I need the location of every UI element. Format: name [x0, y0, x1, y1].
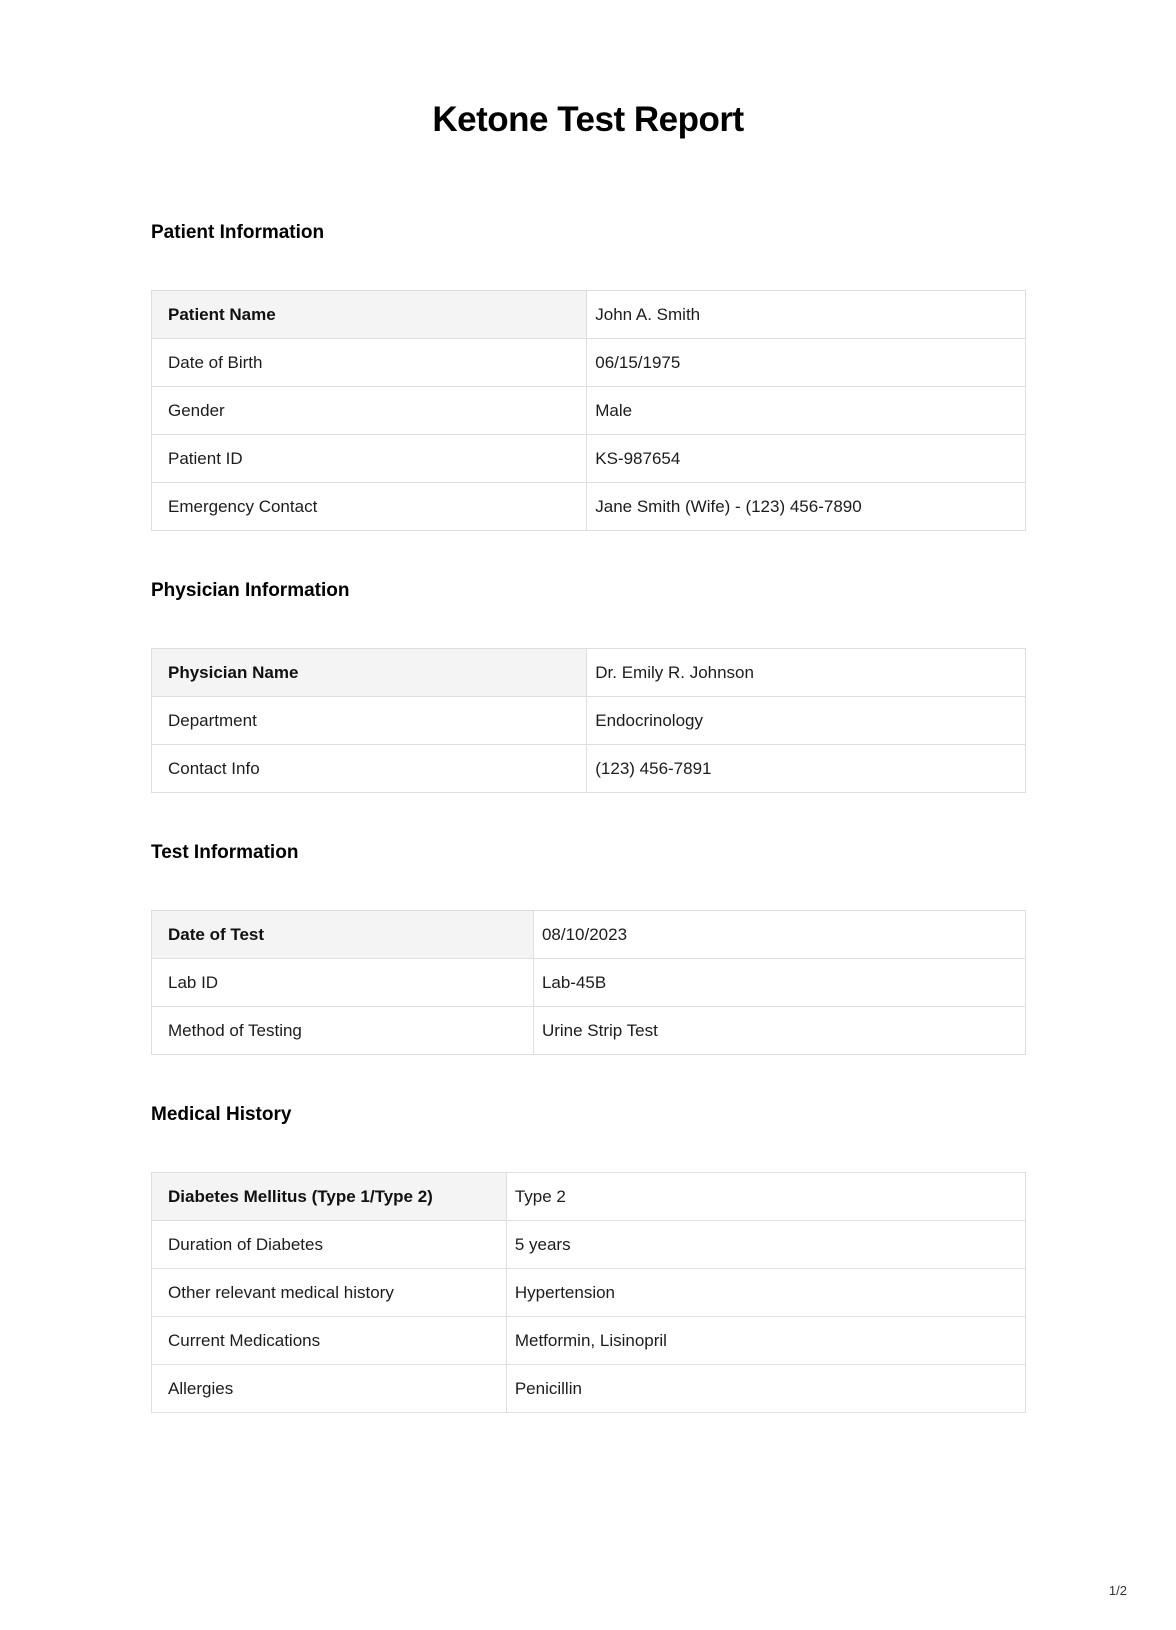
table-row	[152, 435, 1026, 483]
row-label: Allergies	[152, 1365, 507, 1413]
row-value: Endocrinology	[587, 697, 1026, 745]
document-title: Ketone Test Report	[432, 100, 744, 139]
table-row	[152, 1221, 1026, 1269]
table-row	[152, 697, 1026, 745]
table-row	[152, 1317, 1026, 1365]
row-label: Duration of Diabetes	[152, 1221, 507, 1269]
section-heading-patient-information: Patient Information	[151, 222, 325, 243]
table-row	[152, 483, 1026, 531]
row-value: Metformin, Lisinopril	[506, 1317, 1025, 1365]
report-section	[151, 223, 1026, 531]
row-label: Gender	[152, 387, 587, 435]
section-heading-test-information: Test Information	[151, 842, 299, 863]
table-row	[152, 649, 1026, 697]
row-value: KS-987654	[587, 435, 1026, 483]
row-value: Male	[587, 387, 1026, 435]
row-value: 06/15/1975	[587, 339, 1026, 387]
section-heading-physician-information: Physician Information	[151, 580, 350, 601]
row-value: (123) 456-7891	[587, 745, 1026, 793]
row-label: Patient ID	[152, 435, 587, 483]
row-label: Contact Info	[152, 745, 587, 793]
info-table-physician-information	[151, 648, 1026, 793]
row-value: 5 years	[506, 1221, 1025, 1269]
report-section	[151, 581, 1026, 793]
row-label: Emergency Contact	[152, 483, 587, 531]
row-label: Department	[152, 697, 587, 745]
row-label: Lab ID	[152, 959, 534, 1007]
row-value: Hypertension	[506, 1269, 1025, 1317]
table-row	[152, 959, 1026, 1007]
row-value: John A. Smith	[587, 291, 1026, 339]
row-value: Jane Smith (Wife) - (123) 456-7890	[587, 483, 1026, 531]
table-row	[152, 291, 1026, 339]
table-row	[152, 1173, 1026, 1221]
table-row	[152, 1007, 1026, 1055]
section-heading-medical-history: Medical History	[151, 1104, 292, 1125]
page-number: 1/2	[1108, 1583, 1127, 1598]
table-row	[152, 745, 1026, 793]
row-label: Diabetes Mellitus (Type 1/Type 2)	[152, 1173, 507, 1221]
row-label: Date of Test	[152, 911, 534, 959]
row-value: Lab-45B	[533, 959, 1025, 1007]
table-row	[152, 911, 1026, 959]
row-label: Physician Name	[152, 649, 587, 697]
table-row	[152, 1269, 1026, 1317]
row-value: Type 2	[506, 1173, 1025, 1221]
report-section	[151, 1105, 1026, 1413]
info-table-test-information	[151, 910, 1026, 1055]
info-table-medical-history	[151, 1172, 1026, 1413]
row-label: Method of Testing	[152, 1007, 534, 1055]
row-label: Date of Birth	[152, 339, 587, 387]
report-section	[151, 843, 1026, 1055]
row-value: Urine Strip Test	[533, 1007, 1025, 1055]
info-table-patient-information	[151, 290, 1026, 531]
row-value: Dr. Emily R. Johnson	[587, 649, 1026, 697]
report-body	[151, 223, 1026, 1413]
row-label: Current Medications	[152, 1317, 507, 1365]
table-row	[152, 339, 1026, 387]
row-value: Penicillin	[506, 1365, 1025, 1413]
row-value: 08/10/2023	[533, 911, 1025, 959]
table-row	[152, 1365, 1026, 1413]
table-row	[152, 387, 1026, 435]
row-label: Other relevant medical history	[152, 1269, 507, 1317]
row-label: Patient Name	[152, 291, 587, 339]
